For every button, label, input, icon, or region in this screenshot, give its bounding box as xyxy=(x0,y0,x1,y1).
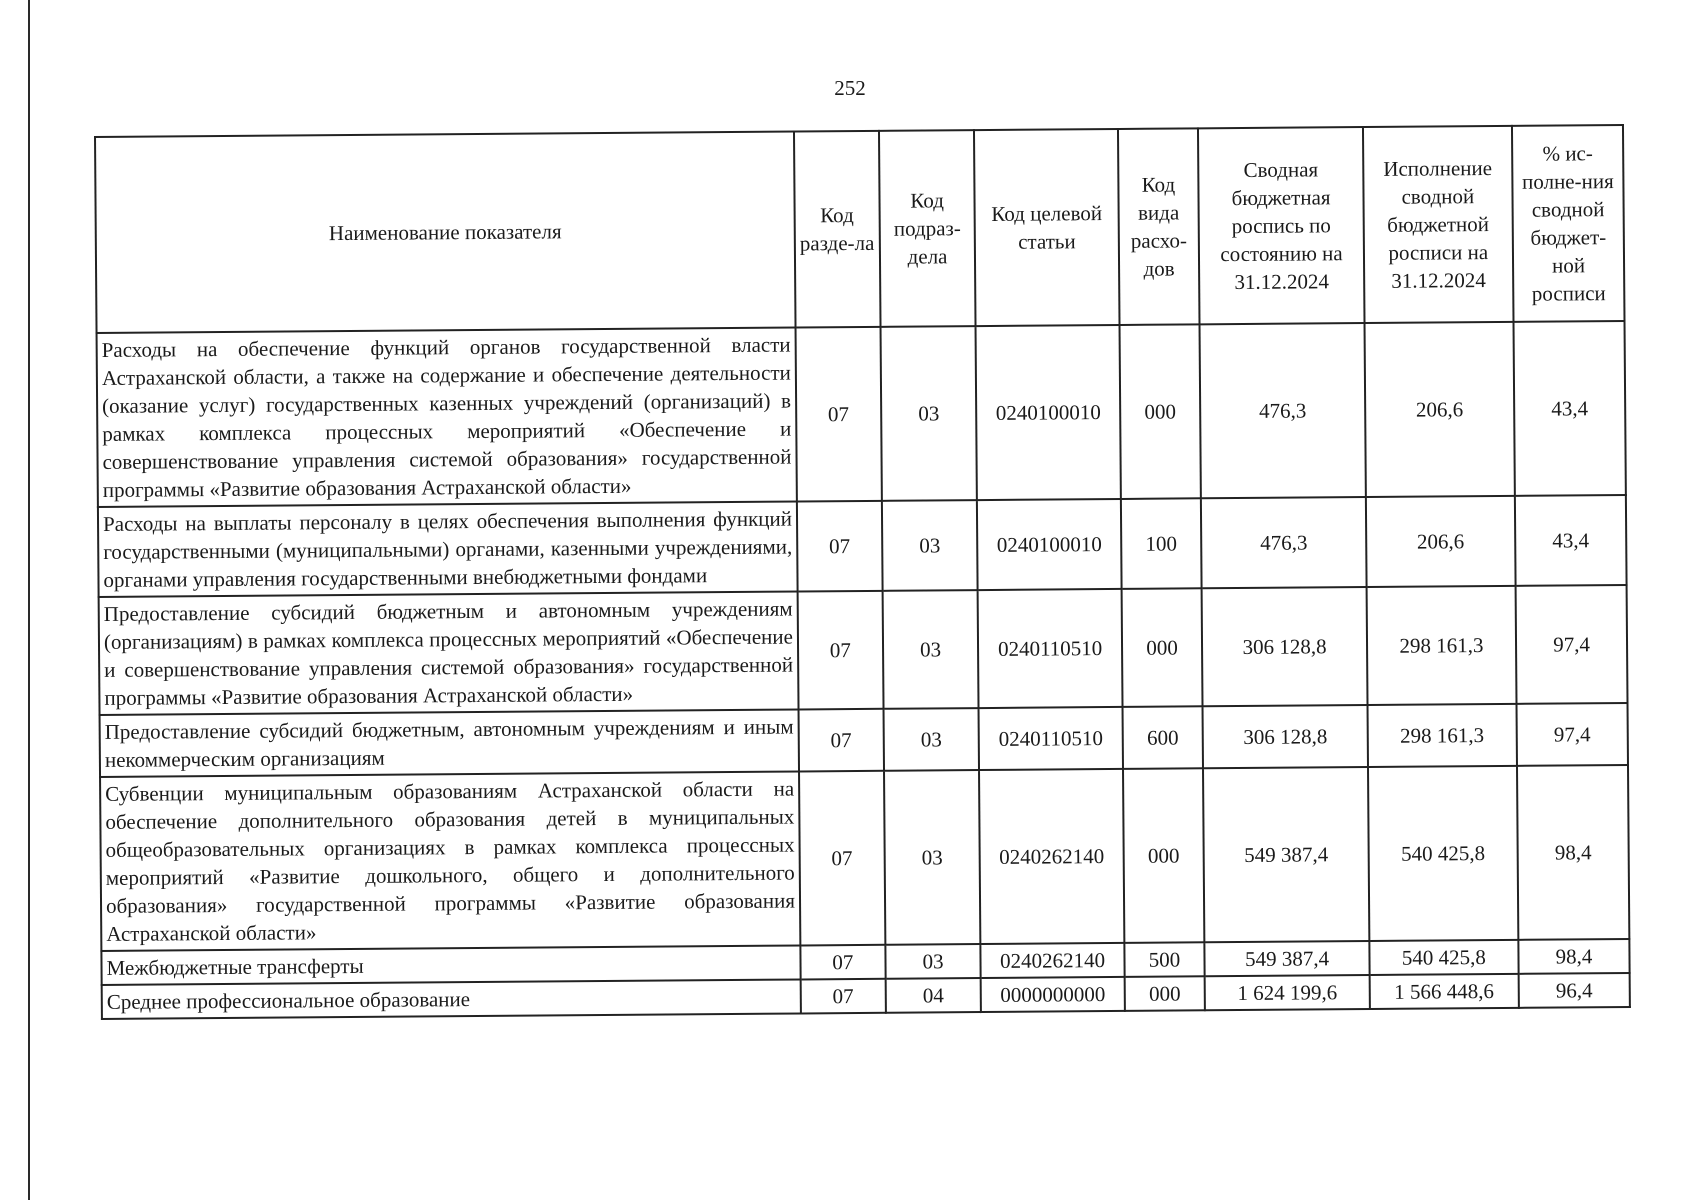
table-row xyxy=(99,585,1628,715)
row-execution: 540 425,8 xyxy=(1369,940,1519,975)
row-target: 0240110510 xyxy=(978,589,1122,708)
table-row xyxy=(100,765,1629,951)
row-expense-type: 000 xyxy=(1123,768,1205,943)
table-header-row xyxy=(95,125,1624,333)
row-subsection: 03 xyxy=(883,708,979,771)
row-section: 07 xyxy=(797,501,882,592)
row-plan: 306 128,8 xyxy=(1203,705,1368,768)
row-subsection: 03 xyxy=(880,326,977,501)
row-name: Предоставление субсидий бюджетным, автономным учреждениям и иным некоммерческим организациям xyxy=(100,709,799,776)
table-row xyxy=(97,321,1626,507)
row-target: 0240262140 xyxy=(979,769,1124,944)
row-section: 07 xyxy=(798,591,884,710)
row-percent: 43,4 xyxy=(1514,321,1626,496)
row-section: 07 xyxy=(801,979,886,1014)
row-subsection: 03 xyxy=(884,770,981,945)
header-budget-execution: Исполнение сводной бюджетной росписи на 31.12.2024 xyxy=(1363,126,1514,323)
row-percent: 98,4 xyxy=(1518,939,1629,974)
row-name: Межбюджетные трансферты xyxy=(101,945,800,984)
row-expense-type: 000 xyxy=(1124,976,1205,1011)
row-expense-type: 000 xyxy=(1119,324,1201,499)
row-target: 0240262140 xyxy=(981,943,1124,978)
row-section: 07 xyxy=(795,327,881,502)
binding-edge-line xyxy=(28,0,30,1200)
row-expense-type: 500 xyxy=(1124,942,1205,977)
row-plan: 306 128,8 xyxy=(1202,587,1367,706)
row-percent: 97,4 xyxy=(1516,585,1628,704)
row-subsection: 03 xyxy=(882,500,979,591)
row-target: 0240100010 xyxy=(977,499,1121,590)
row-target: 0240110510 xyxy=(979,707,1123,770)
row-plan: 549 387,4 xyxy=(1205,941,1370,976)
row-target: 0240100010 xyxy=(976,325,1121,500)
row-percent: 43,4 xyxy=(1515,495,1627,586)
row-name: Среднее профессиональное образование xyxy=(102,979,801,1018)
header-target-code: Код целевой статьи xyxy=(974,129,1119,326)
row-plan: 1 624 199,6 xyxy=(1205,975,1370,1010)
row-plan: 476,3 xyxy=(1200,323,1366,498)
row-name: Расходы на обеспечение функций органов государственной власти Астраханской области, а также на содержание и обеспечение деятельности (оказание услуг) государственных казенных учреждений (организаций) в рамках комплекса процессных мероприятий «Обеспечение и совершенствование управления системой образования» государственной программы «Развитие образования Астраханской области» xyxy=(97,327,797,506)
row-section: 07 xyxy=(799,771,885,946)
header-subsection-code: Код подраз-дела xyxy=(879,130,976,327)
row-expense-type: 100 xyxy=(1121,498,1202,589)
row-execution: 298 161,3 xyxy=(1366,586,1516,705)
header-name: Наименование показателя xyxy=(95,132,795,333)
row-name: Расходы на выплаты персоналу в целях обеспечения выполнения функций государственными (муниципальными) органами, казенными учреждениями, органами управления государственными внебюджетными фондами xyxy=(98,501,798,596)
budget-execution-table xyxy=(94,124,1631,1020)
row-section: 07 xyxy=(800,945,885,980)
row-expense-type: 000 xyxy=(1121,588,1203,707)
header-section-code: Код разде-ла xyxy=(794,131,880,328)
row-execution: 1 566 448,6 xyxy=(1369,974,1519,1009)
table-row xyxy=(98,495,1627,597)
row-plan: 476,3 xyxy=(1201,497,1366,588)
row-subsection: 03 xyxy=(885,944,981,979)
row-subsection: 04 xyxy=(885,978,981,1013)
row-name: Субвенции муниципальным образованиям Астраханской области на обеспечение дополнительного образования детей в муниципальных общеобразовательных организациях в рамках комплекса процессных мероприятий «Развитие дошкольного, общего и дополнительного образования» государственной программы «Развитие образования Астраханской области» xyxy=(100,771,800,950)
row-percent: 98,4 xyxy=(1517,765,1629,940)
row-section: 07 xyxy=(798,709,883,772)
row-execution: 206,6 xyxy=(1364,322,1515,497)
row-expense-type: 600 xyxy=(1122,706,1203,769)
header-expense-type-code: Код вида расхо-дов xyxy=(1118,128,1200,325)
row-percent: 97,4 xyxy=(1517,703,1628,766)
row-percent: 96,4 xyxy=(1519,973,1630,1008)
row-execution: 206,6 xyxy=(1366,496,1516,587)
header-budget-plan: Сводная бюджетная роспись по состоянию на 31.12.2024 xyxy=(1198,127,1364,324)
page-number: 252 xyxy=(834,76,866,100)
row-target: 0000000000 xyxy=(981,977,1124,1012)
header-execution-percent: % ис-полне-ния сводной бюджет-ной росписи xyxy=(1512,125,1625,322)
row-plan: 549 387,4 xyxy=(1203,767,1369,942)
row-execution: 298 161,3 xyxy=(1367,704,1517,767)
row-execution: 540 425,8 xyxy=(1368,766,1519,941)
row-name: Предоставление субсидий бюджетным и автономным учреждениям (организациям) в рамках комплекса процессных мероприятий «Обеспечение и совершенствование управления системой образования» государственной программы «Развитие образования Астраханской области» xyxy=(99,591,799,714)
row-subsection: 03 xyxy=(882,590,979,709)
